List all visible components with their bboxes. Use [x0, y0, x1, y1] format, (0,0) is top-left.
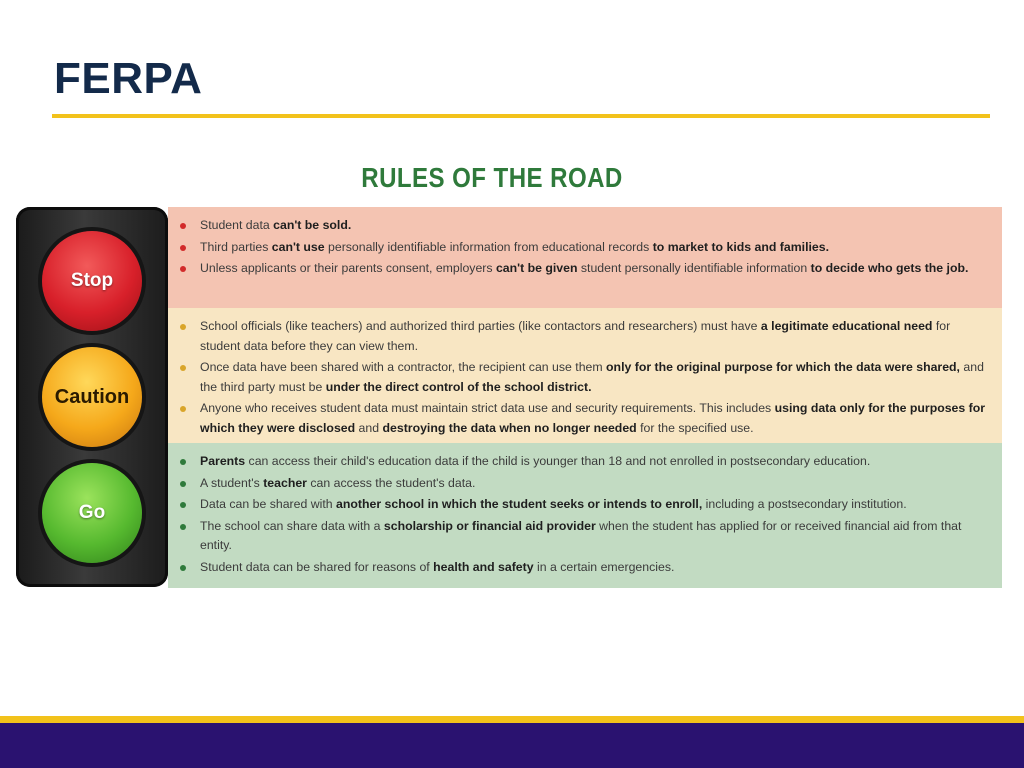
list-item: Unless applicants or their parents consent, employers can't be given student personally identifiable information to decide who gets the job. — [176, 259, 992, 279]
list-item: Data can be shared with another school in which the student seeks or intends to enroll, including a postsecondary institution. — [176, 495, 992, 515]
slide-title: FERPA — [54, 54, 203, 103]
stop-rules-list — [176, 216, 992, 279]
caution-light — [42, 347, 142, 447]
stop-light — [42, 231, 142, 331]
bullet-icon — [180, 565, 186, 571]
caution-label: Caution — [54, 385, 130, 408]
caution-rules-list — [176, 317, 992, 438]
go-label: Go — [78, 502, 106, 523]
list-item: A student's teacher can access the student's data. — [176, 474, 992, 494]
list-item: Parents can access their child's education data if the child is younger than 18 and not enrolled in postsecondary education. — [176, 452, 992, 472]
list-item: School officials (like teachers) and authorized third parties (like contactors and researchers) must have a legitimate educational need for student data before they can view them. — [176, 317, 992, 356]
bullet-icon — [180, 524, 186, 530]
list-item: Anyone who receives student data must maintain strict data use and security requirements. This includes using data only for the purposes for which they were disclosed and destroying the data when no longer needed for the specified use. — [176, 399, 992, 438]
traffic-light — [16, 207, 168, 587]
bullet-icon — [180, 502, 186, 508]
list-item: Third parties can't use personally identifiable information from educational records to market to kids and families. — [176, 238, 992, 258]
bullet-icon — [180, 223, 186, 229]
list-item: The school can share data with a scholarship or financial aid provider when the student has applied for or received financial aid from that entity. — [176, 517, 992, 556]
footer-bar — [0, 723, 1024, 768]
stop-label: Stop — [70, 270, 114, 291]
graphic-title: RULES OF THE ROAD — [361, 162, 623, 193]
bullet-icon — [180, 459, 186, 465]
list-item: Student data can be shared for reasons of health and safety in a certain emergencies. — [176, 558, 992, 578]
go-rules-list — [176, 452, 992, 577]
bullet-icon — [180, 266, 186, 272]
go-light — [42, 463, 142, 563]
stop-rules-band — [168, 207, 1002, 308]
caution-rules-band — [168, 308, 1002, 443]
list-item: Student data can't be sold. — [176, 216, 992, 236]
title-underline — [52, 114, 990, 118]
bullet-icon — [180, 481, 186, 487]
bullet-icon — [180, 324, 186, 330]
bullet-icon — [180, 245, 186, 251]
bullet-icon — [180, 365, 186, 371]
go-rules-band — [168, 443, 1002, 588]
rules-graphic — [14, 207, 1002, 588]
bullet-icon — [180, 406, 186, 412]
list-item: Once data have been shared with a contractor, the recipient can use them only for the original purpose for which the data were shared, and the third party must be under the direct control of the school district. — [176, 358, 992, 397]
footer-gold-stripe — [0, 716, 1024, 723]
